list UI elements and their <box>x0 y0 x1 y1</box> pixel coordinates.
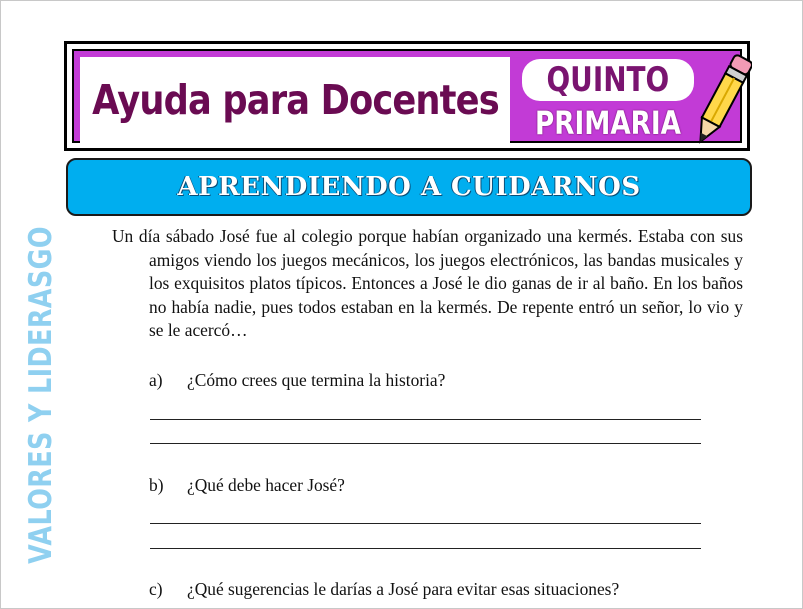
pencil-icon <box>692 49 752 153</box>
answer-line <box>150 523 701 524</box>
brand-box <box>80 57 510 143</box>
answer-line <box>150 443 701 444</box>
worksheet-title: APRENDIENDO A CUIDARNOS <box>177 172 641 202</box>
title-bar <box>66 158 752 216</box>
grade-badge-bottom <box>522 103 694 143</box>
story-paragraph: Un día sábado José fue al colegio porque habían organizado una kermés. Estaba con sus amigos viendo los juegos mecánicos, los juegos electrónicos, las bandas musicales y los exquisitos platos típicos. Entonces a José le dio ganas de ir al baño. En los baños no había nadie, pues todos estaban en la kermés. De repente entró un señor, lo vio y se le acercó… <box>112 226 743 340</box>
question-b <box>149 475 345 496</box>
brand-title: Ayuda para Docentes <box>91 76 499 124</box>
question-letter: a) <box>149 370 163 390</box>
question-text: ¿Qué sugerencias le darías a José para evitar esas situaciones? <box>187 579 620 599</box>
answer-line <box>150 548 701 549</box>
grade-badge-top <box>522 59 694 101</box>
question-text: ¿Qué debe hacer José? <box>187 475 345 495</box>
grade-line1: QUINTO <box>546 60 670 100</box>
question-c <box>149 579 619 600</box>
question-letter: b) <box>149 475 164 495</box>
banner-background <box>72 49 742 143</box>
grade-line2: PRIMARIA <box>535 104 681 142</box>
side-label <box>17 226 65 564</box>
question-letter: c) <box>149 579 163 599</box>
question-text: ¿Cómo crees que termina la historia? <box>187 370 446 390</box>
header-banner <box>64 41 750 151</box>
answer-line <box>150 419 701 420</box>
question-a <box>149 370 445 391</box>
side-label-text: VALORES Y LIDERASGO <box>23 226 59 564</box>
